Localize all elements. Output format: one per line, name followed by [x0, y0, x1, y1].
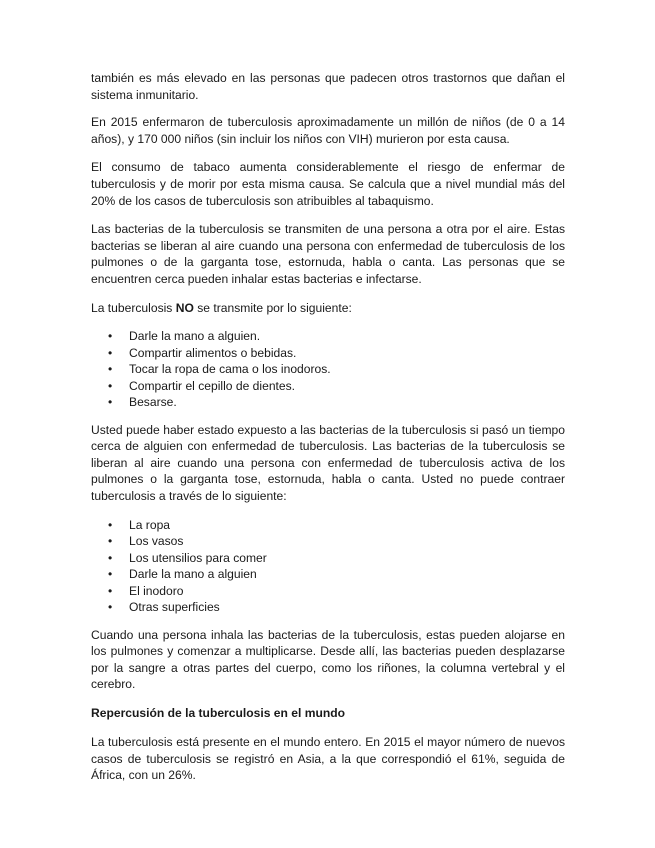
- section-heading: Repercusión de la tuberculosis en el mundo: [91, 705, 346, 720]
- list-item-text: Los vasos: [129, 534, 184, 549]
- bullet-icon: •: [108, 517, 113, 532]
- list-item: [108, 533, 565, 550]
- list-item-text: Darle la mano a alguien: [129, 567, 257, 582]
- bullet-icon: •: [108, 567, 113, 582]
- list-item-text: Besarse.: [129, 395, 177, 410]
- list-item: [108, 328, 565, 345]
- bullet-icon: •: [108, 362, 113, 377]
- list-item-text: Los utensilios para comer: [129, 550, 267, 565]
- not-transmitted-list: [91, 328, 565, 411]
- bullet-icon: •: [108, 378, 113, 393]
- list-item-text: La ropa: [129, 517, 171, 532]
- bullet-icon: •: [108, 600, 113, 615]
- list-item-text: Compartir alimentos o bebidas.: [129, 345, 297, 360]
- bullet-icon: •: [108, 550, 113, 565]
- list-item-text: Tocar la ropa de cama o los inodoros.: [129, 362, 331, 377]
- list-item: [108, 517, 565, 534]
- list-item: [108, 345, 565, 362]
- list-item: [108, 361, 565, 378]
- paragraph-immune-risk: también es más elevado en las personas que padecen otros trastornos que dañan el sistema inmunitario.: [91, 71, 565, 102]
- bullet-icon: •: [108, 345, 113, 360]
- paragraph-spread-in-body: Cuando una persona inhala las bacterias de la tuberculosis, estas pueden alojarse en los pulmones y comenzar a multiplicarse. Desde allí, las bacterias pueden desplazarse por la sangre a otras partes del cuerpo, como los riñones, la columna vertebral y el cerebro.: [91, 627, 565, 692]
- not-transmitted-pre: La tuberculosis: [91, 300, 176, 315]
- paragraph-not-transmitted: [91, 300, 565, 317]
- list-item-text: Darle la mano a alguien.: [129, 329, 261, 344]
- list-item: [108, 394, 565, 411]
- list-item-text: El inodoro: [129, 583, 184, 598]
- paragraph-children-2015: En 2015 enfermaron de tuberculosis aproximadamente un millón de niños (de 0 a 14 años), y 170 000 niños (sin incluir los niños con VIH) murieron por esta causa.: [91, 115, 565, 146]
- bullet-icon: •: [108, 329, 113, 344]
- list-item: [108, 583, 565, 600]
- paragraph-tobacco: El consumo de tabaco aumenta considerablemente el riesgo de enfermar de tuberculosis y de morir por esta misma causa. Se calcula que a nivel mundial más del 20% de los casos de tuberculosis son atribuibles al tabaquismo.: [91, 160, 565, 208]
- paragraph-global-impact: La tuberculosis está presente en el mundo entero. En 2015 el mayor número de nuevos casos de tuberculosis se registró en Asia, a la que correspondió el 61%, seguida de África, con un 26%.: [91, 734, 565, 783]
- list-item: [108, 566, 565, 583]
- bullet-icon: •: [108, 534, 113, 549]
- cannot-contract-list: [91, 517, 565, 616]
- bullet-icon: •: [108, 395, 113, 410]
- not-transmitted-bold: NO: [175, 300, 194, 315]
- paragraph-transmission: Las bacterias de la tuberculosis se transmiten de una persona a otra por el aire. Estas bacterias se liberan al aire cuando una persona con enfermedad de tuberculosis de los pulmones o de la garganta tose, estornuda, habla o canta. Las personas que se encuentren cerca pueden inhalar estas bacterias e infectarse.: [91, 222, 565, 286]
- bullet-icon: •: [108, 583, 113, 598]
- list-item-text: Compartir el cepillo de dientes.: [129, 378, 296, 393]
- list-item-text: Otras superficies: [129, 600, 220, 615]
- not-transmitted-post: se transmite por lo siguiente:: [193, 300, 352, 315]
- paragraph-exposure: Usted puede haber estado expuesto a las bacterias de la tuberculosis si pasó un tiempo cerca de alguien con enfermedad de tuberculosis. Las bacterias de la tuberculosis se liberan al aire cuando una persona con enfermedad de tuberculosis activa de los pulmones o la garganta tose, estornuda, habla o canta. Usted no puede contraer tuberculosis a través de lo siguiente:: [91, 422, 565, 503]
- list-item: [108, 550, 565, 567]
- list-item: [108, 378, 565, 395]
- list-item: [108, 599, 565, 616]
